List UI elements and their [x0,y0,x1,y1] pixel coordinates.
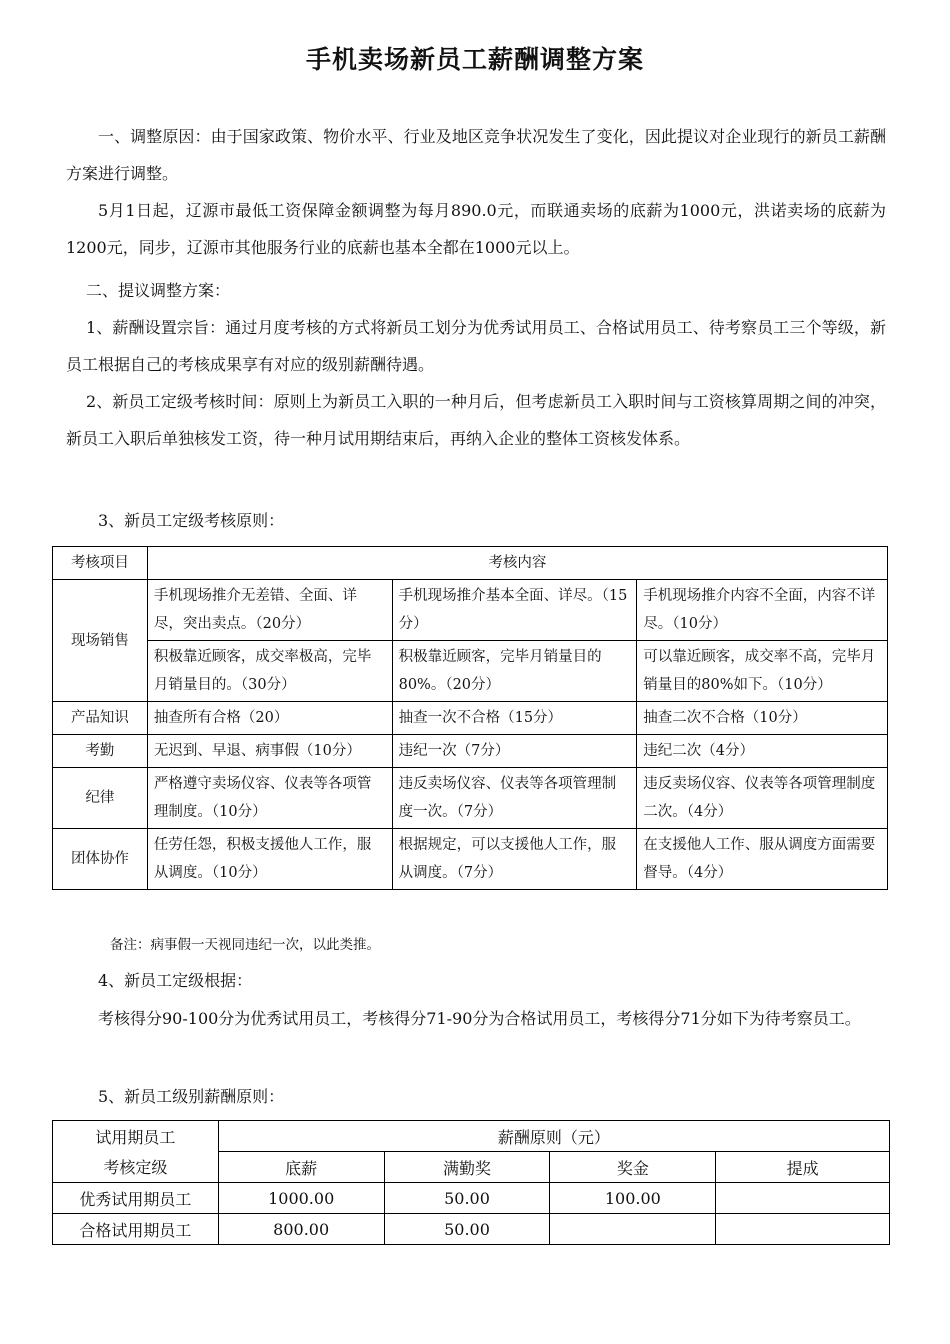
table-cell: 违纪二次（4分） [637,735,888,768]
column-header: 提成 [716,1152,890,1183]
table-cell: 优秀试用期员工 [53,1183,219,1214]
table-row [53,735,888,768]
table-cell: 1000.00 [218,1183,384,1214]
table-cell: 抽查一次不合格（15分） [392,702,637,735]
column-header: 底薪 [218,1152,384,1183]
table-cell: 在支援他人工作、服从调度方面需要督导。（4分） [637,829,888,890]
header-cell-grade: 考核定级 [53,1152,219,1183]
column-header: 满勤奖 [384,1152,550,1183]
column-header: 奖金 [550,1152,716,1183]
header-cell-item: 考核项目 [53,547,148,580]
row-label-sales: 现场销售 [53,580,148,702]
table-cell: 50.00 [384,1214,550,1245]
paragraph-grading-basis: 考核得分90-100分为优秀试用员工，考核得分71-90分为合格试用员工，考核得分71分如下为待考察员工。 [98,1009,861,1028]
table-cell: 严格遵守卖场仪容、仪表等各项管理制度。（10分） [147,768,392,829]
table-cell: 违反卖场仪容、仪表等各项管理制度一次。（7分） [392,768,637,829]
paragraph-proposal-heading: 二、提议调整方案： [86,281,231,300]
table-cell: 抽查二次不合格（10分） [637,702,888,735]
table-cell: 违纪一次（7分） [392,735,637,768]
paragraph-wage-context: 5月1日起，辽源市最低工资保障金额调整为每月890.0元，而联通卖场的底薪为1000元，洪诺卖场的底薪为1200元，同步，辽源市其他服务行业的底薪也基本全都在1000元以上。 [66,201,886,257]
header-cell-employee: 试用期员工 [53,1121,219,1152]
table-cell: 合格试用期员工 [53,1214,219,1245]
table-row [53,641,888,702]
table-cell: 可以靠近顾客，成交率不高，完毕月销量目的80%如下。（10分） [637,641,888,702]
table-cell [550,1214,716,1245]
table-row [53,768,888,829]
header-cell-salary-group: 薪酬原则（元） [218,1121,889,1152]
table-cell: 根据规定，可以支援他人工作，服从调度。（7分） [392,829,637,890]
table-cell: 手机现场推介无差错、全面、详尽，突出卖点。（20分） [147,580,392,641]
table-cell: 违反卖场仪容、仪表等各项管理制度二次。（4分） [637,768,888,829]
assessment-table [52,546,888,890]
table-cell: 抽查所有合格（20） [147,702,392,735]
table-row [53,1214,890,1245]
row-label-team: 团体协作 [53,829,148,890]
document-title: 手机卖场新员工薪酬调整方案 [305,45,644,74]
table-row [53,1183,890,1214]
paragraph-purpose: 1、薪酬设置宗旨：通过月度考核的方式将新员工划分为优秀试用员工、合格试用员工、待考察员工三个等级，新员工根据自己的考核成果享有对应的级别薪酬待遇。 [66,318,886,374]
table-note: 备注：病事假一天视同违纪一次，以此类推。 [110,937,380,953]
row-label-attendance: 考勤 [53,735,148,768]
salary-table [52,1120,890,1245]
row-label-knowledge: 产品知识 [53,702,148,735]
table-cell: 手机现场推介基本全面、详尽。（15分） [392,580,637,641]
header-cell-content: 考核内容 [147,547,887,580]
table-cell: 任劳任怨，积极支援他人工作，服从调度。（10分） [147,829,392,890]
table-cell: 手机现场推介内容不全面，内容不详尽。（10分） [637,580,888,641]
table-cell: 无迟到、早退、病事假（10分） [147,735,392,768]
table-cell [716,1183,890,1214]
table-cell: 100.00 [550,1183,716,1214]
paragraph-principles-heading: 3、新员工定级考核原则： [98,511,285,530]
paragraph-reason: 一、调整原因：由于国家政策、物价水平、行业及地区竞争状况发生了变化，因此提议对企业现行的新员工薪酬方案进行调整。 [66,127,886,183]
table-cell [716,1214,890,1245]
table-cell: 积极靠近顾客，完毕月销量目的80%。（20分） [392,641,637,702]
table-cell: 50.00 [384,1183,550,1214]
table-row [53,580,888,641]
table-cell: 800.00 [218,1214,384,1245]
paragraph-grading-heading: 4、新员工定级根据： [98,971,253,990]
paragraph-assessment-time: 2、新员工定级考核时间：原则上为新员工入职的一种月后，但考虑新员工入职时间与工资核算周期之间的冲突，新员工入职后单独核发工资，待一种月试用期结束后，再纳入企业的整体工资核发体系。 [66,392,886,448]
table-cell: 积极靠近顾客，成交率极高，完毕月销量目的。（30分） [147,641,392,702]
table-row [53,829,888,890]
paragraph-salary-heading: 5、新员工级别薪酬原则： [98,1087,285,1106]
table-row [53,702,888,735]
row-label-discipline: 纪律 [53,768,148,829]
